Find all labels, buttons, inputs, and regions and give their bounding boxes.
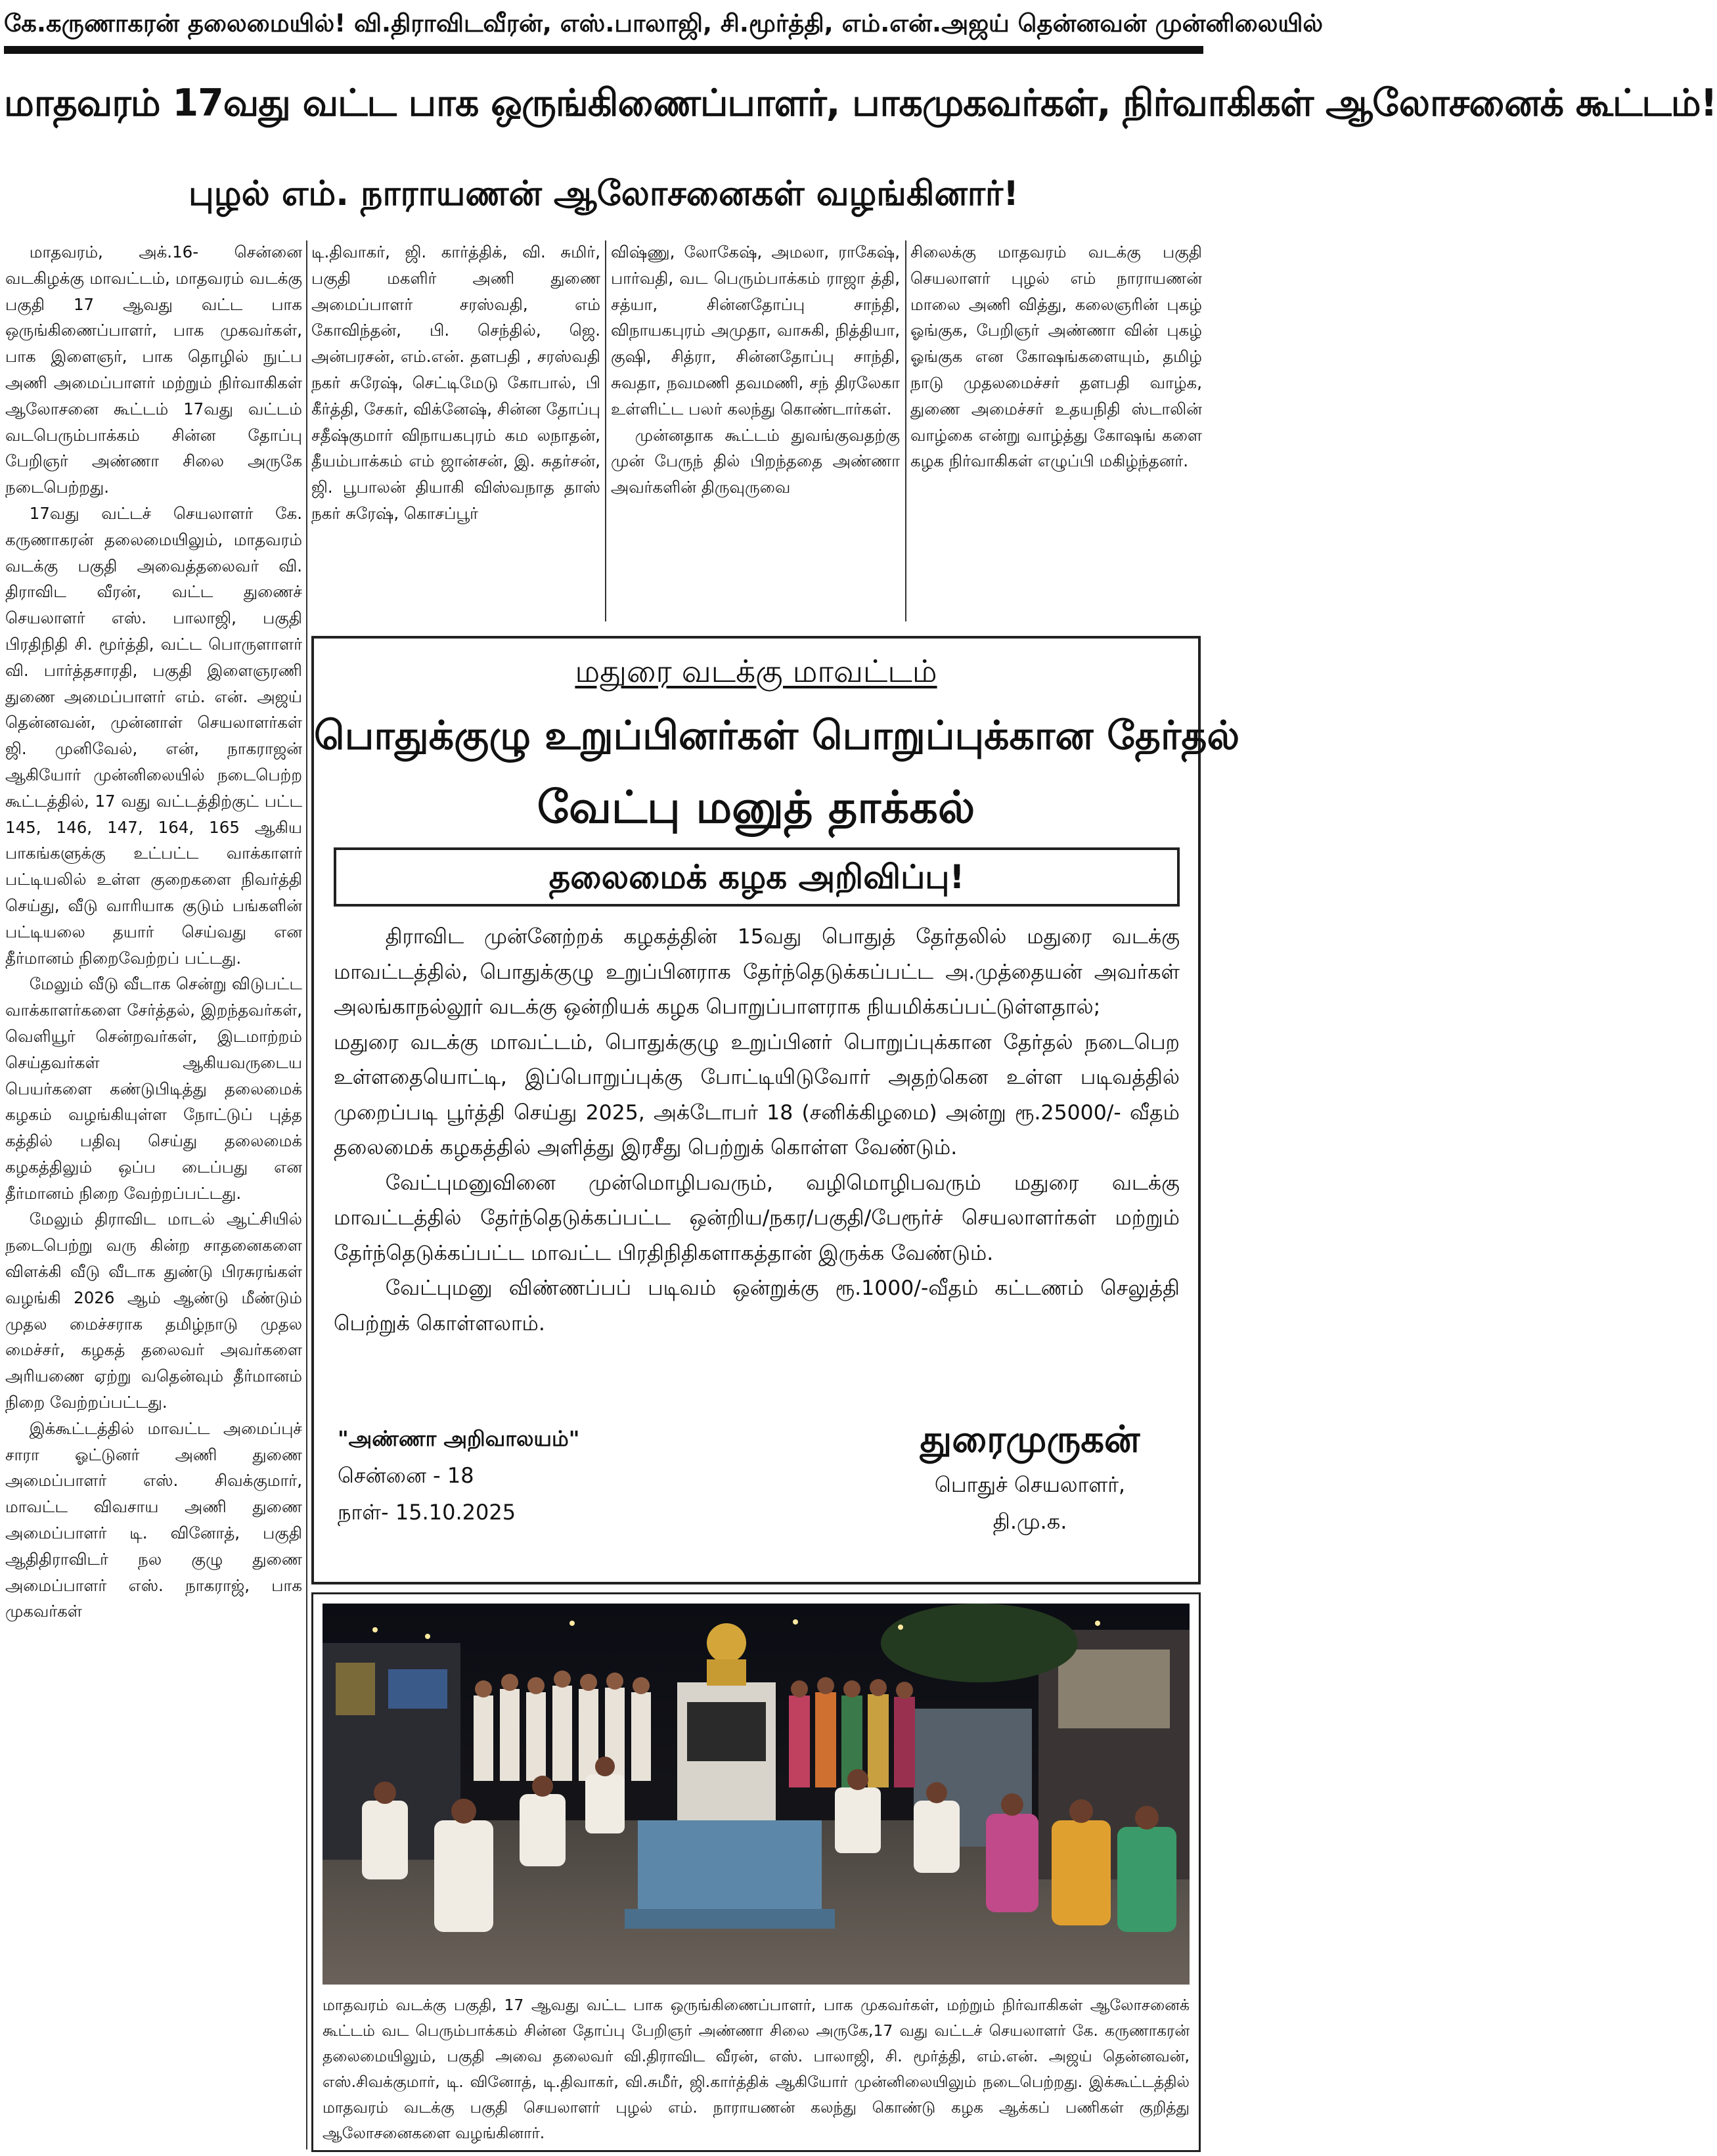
article-paragraph: மேலும் வீடு வீடாக சென்று விடுபட்ட வாக்காளர்களை சேர்த்தல், இறந்தவர்கள், வெளியூர் சென்றவர்கள், இடமாற்றம் செய்தவர்கள் ஆகியவருடைய பெயர்களை கண்டுபிடித்து தலைமைக் கழகம் வழங்கியுள்ள நோட்டுப் புத்த கத்தில் பதிவு செய்து தலைமைக் கழகத்திலும் ஒப்ப டைப்பது என தீர்மானம் நிறை வேற்றப்பட்டது.	[5, 974, 302, 1203]
header-divider	[4, 46, 1203, 54]
party-notice-box	[311, 636, 1240, 1584]
article-column-4	[910, 239, 1202, 620]
notice-address-city: சென்னை - 18	[338, 1463, 474, 1488]
notice-body	[334, 920, 1180, 1409]
notice-paragraph: வேட்புமனுவினை முன்மொழிபவரும், வழிமொழிபவரும் மதுரை வடக்கு மாவட்டத்தில் தேர்ந்தெடுக்கப்பட்ட ஒன்றிய/நகர/பகுதி/பேரூர்ச் செயலாளர்கள் மற்றும் தேர்ந்தெடுக்கப்பட்ட மாவட்ட பிரதிநிதிகளாகத்தான் இருக்க வேண்டும்.	[334, 1171, 1180, 1265]
kicker-line: கே.கருணாகரன் தலைமையில்! வி.திராவிடவீரன், எஸ்.பாலாஜி, சி.மூர்த்தி, எம்.என்.அஜய் தென்னவன் முன்னிலையில்	[4, 9, 1324, 37]
article-paragraph: 17வது வட்டச் செயலாளர் கே. கருணாகரன் தலைமையிலும், மாதவரம் வடக்கு பகுதி அவைத்தலைவர் வி. திராவிட வீரன், வட்ட துணைச் செயலாளர் எஸ். பாலாஜி, பகுதி பிரதிநிதி சி. மூர்த்தி, வட்ட பொருளாளர் வி. பார்த்தசாரதி, பகுதி இளைஞரணி துணை அமைப்பாளர் எம். என். அஜய் தென்னவன், முன்னாள் செயலாளர்கள் ஜி. முனிவேல், என், நாகராஜன் ஆகியோர் முன்னிலையில் நடைபெற்ற கூட்டத்தில், 17 வது வட்டத்திற்குட் பட்ட 145, 146, 147, 164, 165 ஆகிய பாகங்களுக்கு உட்பட்ட வாக்காளர் பட்டியலில் உள்ள குறைகளை நிவர்த்தி செய்து, வீடு வாரியாக குடும் பங்களின் பட்டியலை தயார் செய்வது என தீர்மானம் நிறைவேற்றப் பட்டது.	[5, 503, 302, 968]
notice-paragraph: மதுரை வடக்கு மாவட்டம், பொதுக்குழு உறுப்பினர் பொறுப்புக்கான தேர்தல் நடைபெற உள்ளதையொட்டி, இப்பொறுப்புக்கு போட்டியிடுவோர் அதற்கென உள்ள படிவத்தில் முறைப்படி பூர்த்தி செய்து 2025, அக்டோபர் 18 (சனிக்கிழமை) அன்று ரூ.25000/- வீதம் தலைமைக் கழகத்தில் அளித்து இரசீது பெற்றுக் கொள்ள வேண்டும்.	[334, 1030, 1180, 1159]
sub-headline: புழல் எம். நாராயணன் ஆலோசனைகள் வழங்கினார்!	[189, 174, 1019, 213]
notice-signatory-role: பொதுச் செயலாளர்,	[934, 1472, 1126, 1497]
main-headline: மாதவரம் 17வது வட்ட பாக ஒருங்கிணைப்பாளர், பாகமுகவர்கள், நிர்வாகிகள் ஆலோசனைக் கூட்டம்!	[4, 81, 1717, 125]
notice-paragraph: திராவிட முன்னேற்றக் கழகத்தின் 15வது பொதுத் தேர்தலில் மதுரை வடக்கு மாவட்டத்தில், பொதுக்குழு உறுப்பினராக தேர்ந்தெடுக்கப்பட்ட அ.முத்தையன் அவர்கள் அலங்காநல்லூர் வடக்கு ஒன்றியக் கழக பொறுப்பாளராக நியமிக்கப்பட்டுள்ளதால்;	[334, 925, 1180, 1019]
photo-frame	[311, 1592, 1201, 2152]
column-divider	[905, 240, 906, 621]
article-paragraph: இக்கூட்டத்தில் மாவட்ட அமைப்புச் சாரா ஓட்டுனர் அணி துணை அமைப்பாளர் எஸ். சிவக்குமார், மாவட்ட விவசாய அணி துணை அமைப்பாளர் டி. வினோத், பகுதி ஆதிதிராவிடர் நல குழு துணை அமைப்பாளர் எஸ். நாகராஜ், பாக முகவர்கள்	[5, 1418, 302, 1621]
notice-signatory: துரைமுருகன்	[920, 1418, 1140, 1461]
notice-district: மதுரை வடக்கு மாவட்டம்	[575, 654, 937, 690]
article-paragraph: சிலைக்கு மாதவரம் வடக்கு பகுதி செயலாளர் புழல் எம் நாராயணன் மாலை அணி வித்து, கலைஞரின் புகழ் ஓங்குக, பேறிஞர் அண்ணா வின் புகழ் ஓங்குக என கோஷங்களையும், தமிழ் நாடு முதலமைச்சர் தளபதி வாழ்க, துணை அமைச்சர் உதயநிதி ஸ்டாலின் வாழ்கை என்று வாழ்த்து கோஷங் களை கழக நிர்வாகிகள் எழுப்பி மகிழ்ந்தனர்.	[910, 242, 1202, 471]
column-divider	[306, 240, 307, 2149]
notice-address-name: "அண்ணா அறிவாலயம்"	[338, 1426, 580, 1451]
notice-title-line1: பொதுக்குழு உறுப்பினர்கள் பொறுப்புக்கான தேர்தல்	[314, 713, 1240, 759]
article-paragraph: முன்னதாக கூட்டம் துவங்குவதற்கு முன் பேருந் தில் பிறந்ததை அண்ணா அவர்களின் திருவுருவை	[611, 425, 900, 497]
notice-date: நாள்- 15.10.2025	[338, 1500, 516, 1525]
notice-address	[338, 1420, 745, 1578]
photo-caption: மாதவரம் வடக்கு பகுதி, 17 ஆவது வட்ட பாக ஒருங்கிணைப்பாளர், பாக முகவர்கள், மற்றும் நிர்வாகிகள் ஆலோசனைக் கூட்டம் வட பெரும்பாக்கம் சின்ன தோப்பு பேறிஞர் அண்ணா சிலை அருகே,17 வது வட்டச் செயலாளர் கே. கருணாகரன் தலைமையிலும், பகுதி அவை தலைவர் வி.திராவிட வீரன், எஸ். பாலாஜி, சி. மூர்த்தி, எம்.என். அஜய் தென்னவன், எஸ்.சிவக்குமார், டி. வினோத், டி.திவாகர், வி.சுமீர், ஜி.கார்த்திக் ஆகியோர் முன்னிலையிலும் நடைபெற்றது. இக்கூட்டத்தில் மாதவரம் வடக்கு பகுதி செயலாளர் புழல் எம். நாராயணன் கலந்து கொண்டு கழக ஆக்கப் பணிகள் குறித்து ஆலோசனைகளை வழங்கினார்.	[323, 1996, 1190, 2142]
notice-title-line2: வேட்பு மனுத் தாக்கல்	[537, 782, 975, 834]
article-paragraph: மேலும் திராவிட மாடல் ஆட்சியில் நடைபெற்று வரு கின்ற சாதனைகளை விளக்கி வீடு வீடாக துண்டு பிரசுரங்கள் வழங்கி 2026 ஆம் ஆண்டு மீண்டும் முதல மைச்சராக தமிழ்நாடு முதல மைச்சர், கழகத் தலைவர் அவர்களை அரியணை ஏற்று வதென்வும் தீர்மானம் நிறை வேற்றப்பட்டது.	[5, 1209, 302, 1412]
article-column-1	[5, 239, 302, 2152]
article-paragraph: விஷ்ணு, லோகேஷ், அமலா, ராகேஷ், பார்வதி, வட பெரும்பாக்கம் ராஜா த்தி, சத்யா, சின்னதோப்பு சாந்தி, விநாயகபுரம் அமுதா, வாசுகி, நித்தியா, குஷி, சித்ரா, சின்னதோப்பு சாந்தி, சுவதா, நவமணி தவமணி, சந் திரலேகா உள்ளிட்ட பலர் கலந்து கொண்டார்கள்.	[611, 242, 900, 418]
article-paragraph: மாதவரம், அக்.16- சென்னை வடகிழக்கு மாவட்டம், மாதவரம் வடக்கு பகுதி 17 ஆவது வட்ட பாக ஒருங்கிணைப்பாளர், பாக முகவர்கள், பாக இளைஞர், பாக தொழில் நுட்ப அணி அமைப்பாளர் மற்றும் நிர்வாகிகள் ஆலோசனை கூட்டம் 17வது வட்டம் வடபெரும்பாக்கம் சின்ன தோப்பு பேறிஞர் அண்ணா சிலை அருகே நடைபெற்றது.	[5, 242, 302, 497]
notice-boxed-heading: தலைமைக் கழக அறிவிப்பு!	[334, 847, 1180, 907]
notice-signature-block	[879, 1414, 1181, 1578]
article-column-2	[311, 239, 600, 620]
meeting-photo	[323, 1604, 1190, 1985]
notice-paragraph: வேட்புமனு விண்ணப்பப் படிவம் ஒன்றுக்கு ரூ.1000/-வீதம் கட்டணம் செலுத்தி பெற்றுக் கொள்ளலாம்.	[334, 1276, 1180, 1336]
column-divider	[605, 240, 606, 621]
article-paragraph: டி.திவாகர், ஜி. கார்த்திக், வி. சுமிர், பகுதி மகளிர் அணி துணை அமைப்பாளர் சரஸ்வதி, எம் கோவிந்தன், பி. செந்தில், ஜெ. அன்பரசன், எம்.என். தளபதி , சரஸ்வதி நகர் சுரேஷ், செட்டிமேடு கோபால், பி கீர்த்தி, சேகர், விக்னேஷ், சின்ன தோப்பு சதீஷ்குமார் விநாயகபுரம் கம லநாதன், தீயம்பாக்கம் எம் ஜான்சன், இ. சுதர்சன், ஜி. பூபாலன் தியாகி விஸ்வநாத தாஸ் நகர் சுரேஷ், கொசப்பூர்	[311, 242, 600, 523]
notice-signatory-org: தி.மு.க.	[992, 1509, 1067, 1534]
article-column-3	[611, 239, 900, 620]
